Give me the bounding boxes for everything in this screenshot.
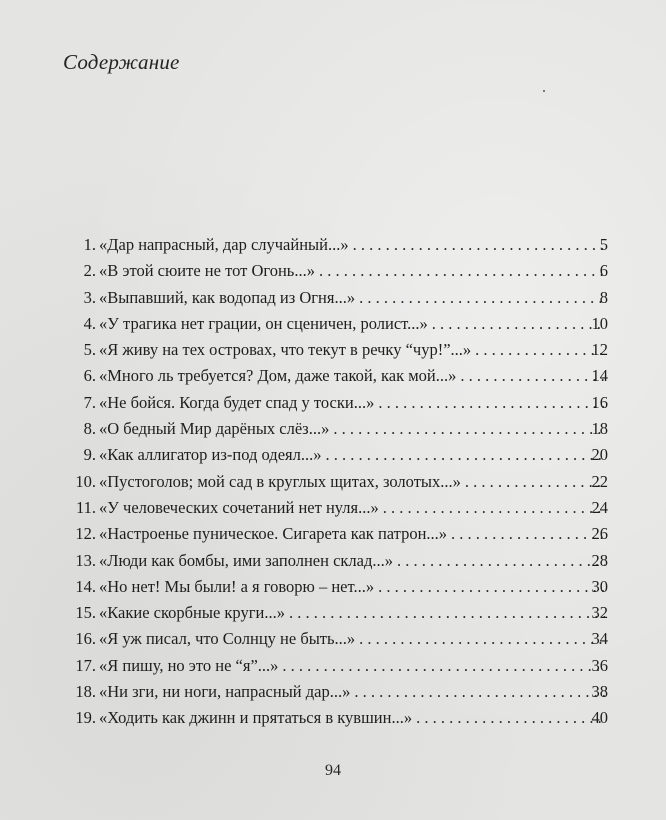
toc-entry-number: 17. — [75, 655, 96, 675]
toc-leader-dots — [289, 600, 605, 626]
toc-entry-number: 12. — [75, 524, 96, 544]
toc-leader-dots — [333, 416, 605, 442]
toc-entry-title: «Я живу на тех островах, что текут в речку “чур!”...» — [99, 340, 472, 360]
toc-entry-page: 5 — [599, 235, 608, 254]
toc-entry — [0, 705, 666, 731]
toc-entry-title: «Выпавший, как водопад из Огня...» — [99, 287, 356, 307]
toc-entry-number: 16. — [75, 629, 96, 649]
page-number: 94 — [325, 762, 341, 779]
toc-entry — [0, 521, 666, 547]
toc-entry-page: 34 — [591, 629, 608, 649]
toc-entry — [0, 258, 666, 284]
toc-entry-title: «У человеческих сочетаний нет нуля...» — [99, 497, 379, 517]
toc-entry — [0, 626, 666, 652]
toc-entry-page: 18 — [591, 419, 608, 439]
toc-entry-page: 28 — [591, 550, 608, 570]
toc-entry-number: 5. — [83, 340, 96, 360]
toc-leader-dots — [353, 232, 605, 258]
toc-leader-dots — [359, 626, 605, 652]
toc-entry-number: 7. — [83, 392, 96, 412]
toc-entry-number: 1. — [83, 235, 96, 254]
toc-entry-title: «Настроенье пуническое. Сигарета как патрон...» — [99, 524, 448, 544]
toc-entry — [0, 600, 666, 626]
toc-entry — [0, 574, 666, 600]
toc-entry-title: «Дар напрасный, дар случайный...» — [99, 235, 349, 254]
toc-entry-number: 19. — [75, 708, 96, 728]
toc-leader-dots — [319, 258, 605, 284]
toc-entry — [0, 442, 666, 468]
toc-entry-page: 12 — [591, 340, 608, 360]
toc-entry-title: «Какие скорбные круги...» — [99, 603, 285, 623]
toc-entry-page: 20 — [591, 445, 608, 465]
toc-entry — [0, 416, 666, 442]
toc-entry — [0, 285, 666, 311]
toc-entry-title: «Много ль требуется? Дом, даже такой, как мой...» — [99, 366, 457, 386]
toc-entry-page: 10 — [591, 313, 608, 333]
toc-entry — [0, 469, 666, 495]
toc-leader-dots — [383, 495, 605, 521]
toc-entry-page: 26 — [591, 524, 608, 544]
toc-entry-number: 14. — [75, 576, 96, 596]
toc-leader-dots — [432, 311, 605, 337]
toc-entry — [0, 653, 666, 679]
page-title: Содержание — [63, 50, 180, 74]
toc-leader-dots — [475, 337, 605, 363]
toc-entry-title: «В этой сюите не тот Огонь...» — [99, 261, 315, 281]
toc-entry — [0, 390, 666, 416]
toc-entry-number: 4. — [83, 313, 96, 333]
toc-entry-number: 9. — [83, 445, 96, 465]
toc-entry-page: 36 — [591, 655, 608, 675]
toc-entry-page: 38 — [591, 682, 608, 702]
toc-entry-page: 14 — [591, 366, 608, 386]
toc-entry — [0, 679, 666, 705]
toc-leader-dots — [282, 653, 605, 679]
toc-leader-dots — [378, 390, 605, 416]
toc-entry-number: 3. — [83, 287, 96, 307]
toc-leader-dots — [359, 285, 605, 311]
toc-entry — [0, 337, 666, 363]
toc-entry-title: «Я уж писал, что Солнцу не быть...» — [99, 629, 356, 649]
toc-entry — [0, 548, 666, 574]
paper-speck — [543, 90, 545, 92]
toc-leader-dots — [416, 705, 605, 731]
toc-entry-title: «Люди как бомбы, ими заполнен склад...» — [99, 550, 393, 570]
toc-entry-title: «Как аллигатор из-под одеял...» — [99, 445, 322, 465]
toc-entry-number: 6. — [83, 366, 96, 386]
toc-entry-number: 18. — [75, 682, 96, 702]
toc-entry-title: «Но нет! Мы были! а я говорю – нет...» — [99, 576, 375, 596]
toc-entry — [0, 232, 666, 258]
toc-entry-title: «Ни зги, ни ноги, напрасный дар...» — [99, 682, 351, 702]
toc-entry-number: 10. — [75, 471, 96, 491]
toc-entry-number: 11. — [75, 497, 96, 517]
toc-entry-number: 15. — [75, 603, 96, 623]
toc-entry-title: «Не бойся. Когда будет спад у тоски...» — [99, 392, 375, 412]
toc-leader-dots — [378, 574, 605, 600]
toc-entry-title: «Пустоголов; мой сад в круглых щитах, золотых...» — [99, 471, 461, 491]
toc-leader-dots — [397, 548, 605, 574]
toc-entry-title: «Я пишу, но это не “я”...» — [99, 655, 279, 675]
toc-entry-page: 22 — [591, 471, 608, 491]
toc-entry-title: «Ходить как джинн и прятаться в кувшин...» — [99, 708, 413, 728]
table-of-contents — [0, 232, 666, 732]
toc-entry-page: 32 — [591, 603, 608, 623]
toc-entry-page: 16 — [591, 392, 608, 412]
toc-entry — [0, 311, 666, 337]
toc-entry-number: 13. — [75, 550, 96, 570]
toc-entry-page: 30 — [591, 576, 608, 596]
toc-entry-page: 40 — [591, 708, 608, 728]
toc-leader-dots — [325, 442, 605, 468]
toc-entry-number: 8. — [83, 419, 96, 439]
toc-leader-dots — [451, 521, 605, 547]
toc-entry-page: 6 — [599, 261, 608, 281]
toc-entry-title: «О бедный Мир дарёных слёз...» — [99, 419, 330, 439]
toc-entry — [0, 495, 666, 521]
toc-entry-page: 24 — [591, 497, 608, 517]
toc-entry-number: 2. — [83, 261, 96, 281]
toc-entry — [0, 363, 666, 389]
toc-leader-dots — [465, 469, 605, 495]
toc-entry-page: 8 — [599, 287, 608, 307]
toc-leader-dots — [460, 363, 605, 389]
toc-leader-dots — [354, 679, 605, 705]
toc-entry-title: «У трагика нет грации, он сценичен, ролист...» — [99, 313, 428, 333]
